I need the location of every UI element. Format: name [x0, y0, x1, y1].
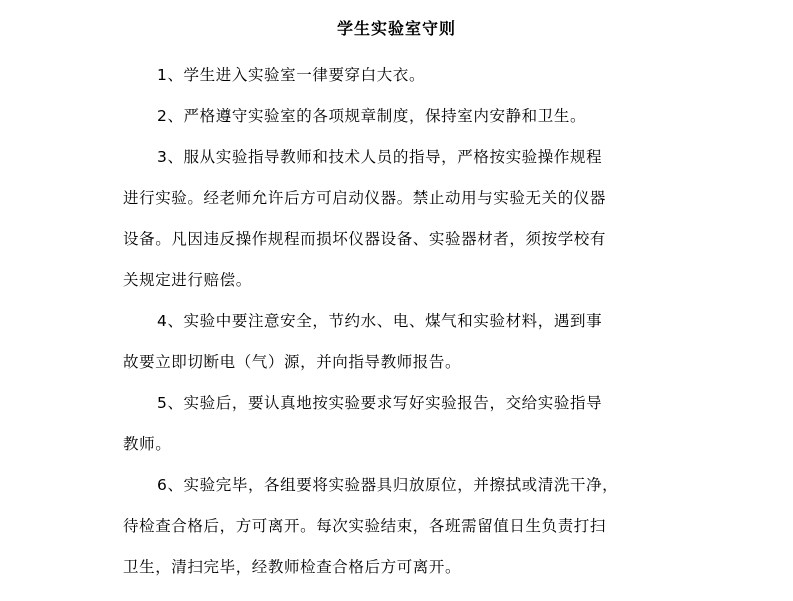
rule-paragraph-4	[123, 301, 675, 383]
document-title: 学生实验室守则	[336, 19, 456, 38]
rule-line: 待检查合格后，方可离开。每次实验结束，各班需留值日生负责打扫	[123, 517, 607, 535]
rule-line: 卫生，清扫完毕，经教师检查合格后方可离开。	[123, 558, 462, 576]
rule-paragraph-6	[123, 465, 675, 588]
rule-line: 4、实验中要注意安全，节约水、电、煤气和实验材料，遇到事	[157, 312, 603, 330]
rule-line: 5、实验后，要认真地按实验要求写好实验报告，交给实验指导	[157, 394, 603, 412]
rule-line: 关规定进行赔偿。	[123, 271, 252, 289]
rule-paragraph-1	[123, 55, 675, 96]
rule-line: 进行实验。经老师允许后方可启动仪器。禁止动用与实验无关的仪器	[123, 189, 607, 207]
rule-line: 6、实验完毕，各组要将实验器具归放原位，并擦拭或清洗干净，	[157, 476, 619, 494]
rule-line: 2、严格遵守实验室的各项规章制度，保持室内安静和卫生。	[157, 107, 587, 125]
rules-body	[123, 55, 675, 588]
rule-paragraph-2	[123, 96, 675, 137]
rule-paragraph-3	[123, 137, 675, 301]
rule-line: 3、服从实验指导教师和技术人员的指导，严格按实验操作规程	[157, 148, 603, 166]
rule-line: 故要立即切断电（气）源，并向指导教师报告。	[123, 353, 462, 371]
rule-line: 教师。	[123, 435, 172, 453]
rule-paragraph-5	[123, 383, 675, 465]
rule-line: 设备。凡因违反操作规程而损坏仪器设备、实验器材者，须按学校有	[123, 230, 607, 248]
rule-line: 1、学生进入实验室一律要穿白大衣。	[157, 66, 426, 84]
